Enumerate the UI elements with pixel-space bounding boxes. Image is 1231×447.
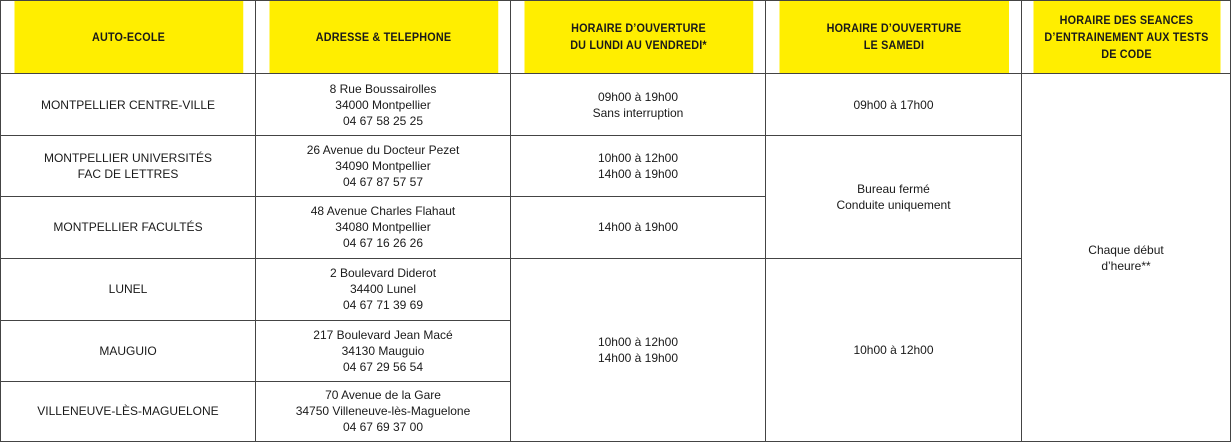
- weekday-hours: 10h00 à 12h00 14h00 à 19h00: [511, 258, 766, 441]
- header-horaire-semaine: HORAIRE D’OUVERTURE DU LUNDI AU VENDREDI*: [523, 1, 753, 74]
- school-address: 70 Avenue de la Gare 34750 Villeneuve-lès-Maguelone 04 67 69 37 00: [256, 381, 511, 441]
- weekday-hours: 14h00 à 19h00: [511, 197, 766, 258]
- header-row: [1, 1, 1231, 74]
- phone-number: 04 67 69 37 00: [342, 420, 424, 435]
- header-horaire-samedi: HORAIRE D’OUVERTURE LE SAMEDI: [778, 1, 1008, 74]
- saturday-hours: 09h00 à 17h00: [766, 74, 1022, 136]
- weekday-hours: 09h00 à 19h00 Sans interruption: [511, 74, 766, 136]
- header-auto-ecole: AUTO-ECOLE: [13, 1, 243, 74]
- phone-number: 04 67 58 25 25: [342, 113, 424, 128]
- school-address: 8 Rue Boussairolles 34000 Montpellier 04 67 58 25 25: [256, 74, 511, 136]
- header-seances-code: HORAIRE DES SEANCES D’ENTRAINEMENT AUX TESTS DE CODE: [1032, 1, 1220, 74]
- school-address: 26 Avenue du Docteur Pezet 34090 Montpellier 04 67 87 57 57: [256, 136, 511, 197]
- school-address: 2 Boulevard Diderot 34400 Lunel 04 67 71 39 69: [256, 258, 511, 320]
- saturday-hours: 10h00 à 12h00: [766, 258, 1022, 441]
- weekday-hours: 10h00 à 12h00 14h00 à 19h00: [511, 136, 766, 197]
- school-name: MONTPELLIER CENTRE-VILLE: [1, 74, 256, 136]
- school-name: LUNEL: [1, 258, 256, 320]
- school-name: MONTPELLIER FACULTÉS: [1, 197, 256, 258]
- header-adresse-telephone: ADRESSE & TELEPHONE: [268, 1, 498, 74]
- school-name: MONTPELLIER UNIVERSITÉS FAC DE LETTRES: [1, 136, 256, 197]
- code-session-hours: Chaque début d’heure**: [1022, 74, 1231, 442]
- phone-number: 04 67 16 26 26: [342, 236, 424, 251]
- phone-number: 04 67 71 39 69: [342, 298, 424, 313]
- phone-number: 04 67 29 56 54: [342, 359, 424, 374]
- phone-number: 04 67 87 57 57: [342, 175, 424, 190]
- school-address: 217 Boulevard Jean Macé 34130 Mauguio 04 67 29 56 54: [256, 320, 511, 381]
- school-address: 48 Avenue Charles Flahaut 34080 Montpellier 04 67 16 26 26: [256, 197, 511, 258]
- table-row: [1, 74, 1231, 136]
- school-name: MAUGUIO: [1, 320, 256, 381]
- saturday-hours: Bureau fermé Conduite uniquement: [766, 136, 1022, 258]
- school-name: VILLENEUVE-LÈS-MAGUELONE: [1, 381, 256, 441]
